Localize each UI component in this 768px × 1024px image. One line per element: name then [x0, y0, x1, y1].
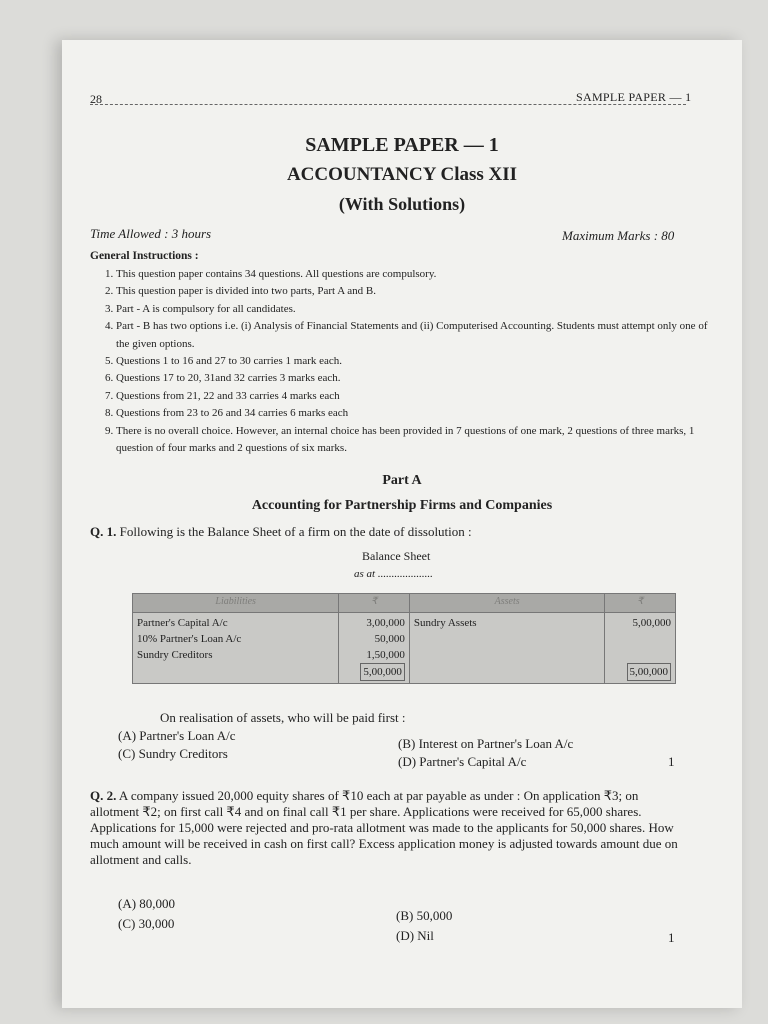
- question-1-prompt: On realisation of assets, who will be paid first :: [160, 710, 406, 725]
- q2-option-d: (D) Nil: [396, 928, 434, 943]
- liability-amount: 50,000: [374, 633, 405, 645]
- question-text: Following is the Balance Sheet of a firm on the date of dissolution :: [119, 524, 472, 539]
- q2-option-b: (B) 50,000: [396, 908, 453, 923]
- liability-item: 10% Partner's Loan A/c: [137, 633, 242, 645]
- instruction-item: 8. Questions from 23 to 26 and 34 carries 6 marks each: [116, 405, 716, 422]
- q1-option-a: (A) Partner's Loan A/c: [118, 728, 236, 743]
- page-number: 28: [90, 92, 102, 106]
- instruction-item: 9. There is no overall choice. However, an internal choice has been provided in 7 questions of one mark, 2 questions of three marks, 1 question of four marks and 2 questions of six marks.: [116, 423, 716, 458]
- header-amount: ₹: [339, 594, 410, 613]
- part-a-subheading: Accounting for Partnership Firms and Companies: [251, 498, 553, 513]
- q2-option-c: (C) 30,000: [118, 916, 175, 931]
- maximum-marks: Maximum Marks : 80: [562, 228, 675, 243]
- q2-marks: 1: [668, 930, 675, 945]
- instruction-item: 4. Part - B has two options i.e. (i) Analysis of Financial Statements and (ii) Computerised Accounting. Students must attempt only one of the given options.: [116, 318, 716, 353]
- solutions-subtitle: (With Solutions): [338, 194, 466, 214]
- part-a-heading: Part A: [382, 473, 422, 488]
- liability-amount: 3,00,000: [366, 617, 405, 629]
- instruction-item: 5. Questions 1 to 16 and 27 to 30 carries 1 mark each.: [116, 353, 716, 370]
- instruction-item: 2. This question paper is divided into two parts, Part A and B.: [116, 283, 716, 300]
- q1-option-b: (B) Interest on Partner's Loan A/c: [398, 736, 574, 751]
- header-liabilities: Liabilities: [133, 594, 339, 613]
- asset-amount: 5,00,000: [632, 617, 671, 629]
- instruction-item: 7. Questions from 21, 22 and 33 carries 4 marks each: [116, 388, 716, 405]
- header-divider: [90, 104, 686, 105]
- time-allowed: Time Allowed : 3 hours: [90, 226, 212, 241]
- question-text: A company issued 20,000 equity shares of ₹10 each at par payable as under : On application ₹3; on allotment ₹2; on first call ₹4 and on final call ₹1 per share. Applications were received for 65,000 shares. Applications for 15,000 were rejected and pro-rata allotment was made to the applicants for 50,000 shares. How much amount will be received in cash on first call? Excess application money is adjusted towards amount due on allotment and calls.: [90, 788, 678, 867]
- liability-amounts-cell: [339, 613, 410, 684]
- q2-option-a: (A) 80,000: [118, 896, 176, 911]
- asset-amounts-cell: [605, 613, 676, 684]
- liability-amount: 1,50,000: [366, 649, 405, 661]
- running-title: SAMPLE PAPER — 1: [576, 90, 692, 104]
- instructions-list: [90, 266, 716, 457]
- assets-cell: [409, 613, 604, 684]
- liability-total: 5,00,000: [360, 663, 405, 681]
- header-assets: Assets: [409, 594, 604, 613]
- question-number: Q. 1.: [90, 524, 117, 539]
- asset-total: 5,00,000: [627, 663, 672, 681]
- liability-item: Partner's Capital A/c: [137, 617, 228, 629]
- question-2: [90, 788, 690, 868]
- document-page: [62, 40, 742, 1008]
- subject-title: ACCOUNTANCY Class XII: [286, 164, 518, 185]
- asset-item: Sundry Assets: [413, 617, 477, 629]
- liabilities-cell: [133, 613, 339, 684]
- instruction-item: 6. Questions 17 to 20, 31and 32 carries 3 marks each.: [116, 370, 716, 387]
- instruction-item: 3. Part - A is compulsory for all candidates.: [116, 301, 716, 318]
- question-number: Q. 2.: [90, 788, 117, 803]
- q1-marks: 1: [668, 754, 675, 769]
- instruction-item: 1. This question paper contains 34 questions. All questions are compulsory.: [116, 266, 716, 283]
- balance-sheet-title: Balance Sheet: [362, 549, 431, 563]
- q1-option-d: (D) Partner's Capital A/c: [398, 754, 527, 769]
- paper-title: SAMPLE PAPER — 1: [305, 134, 499, 156]
- question-1: [90, 524, 472, 540]
- instructions-heading: General Instructions :: [90, 250, 199, 262]
- liability-item: Sundry Creditors: [137, 649, 213, 661]
- balance-sheet-date: as at ....................: [354, 568, 433, 580]
- q1-option-c: (C) Sundry Creditors: [118, 746, 228, 761]
- balance-sheet-table: [132, 593, 676, 684]
- header-amount: ₹: [605, 594, 676, 613]
